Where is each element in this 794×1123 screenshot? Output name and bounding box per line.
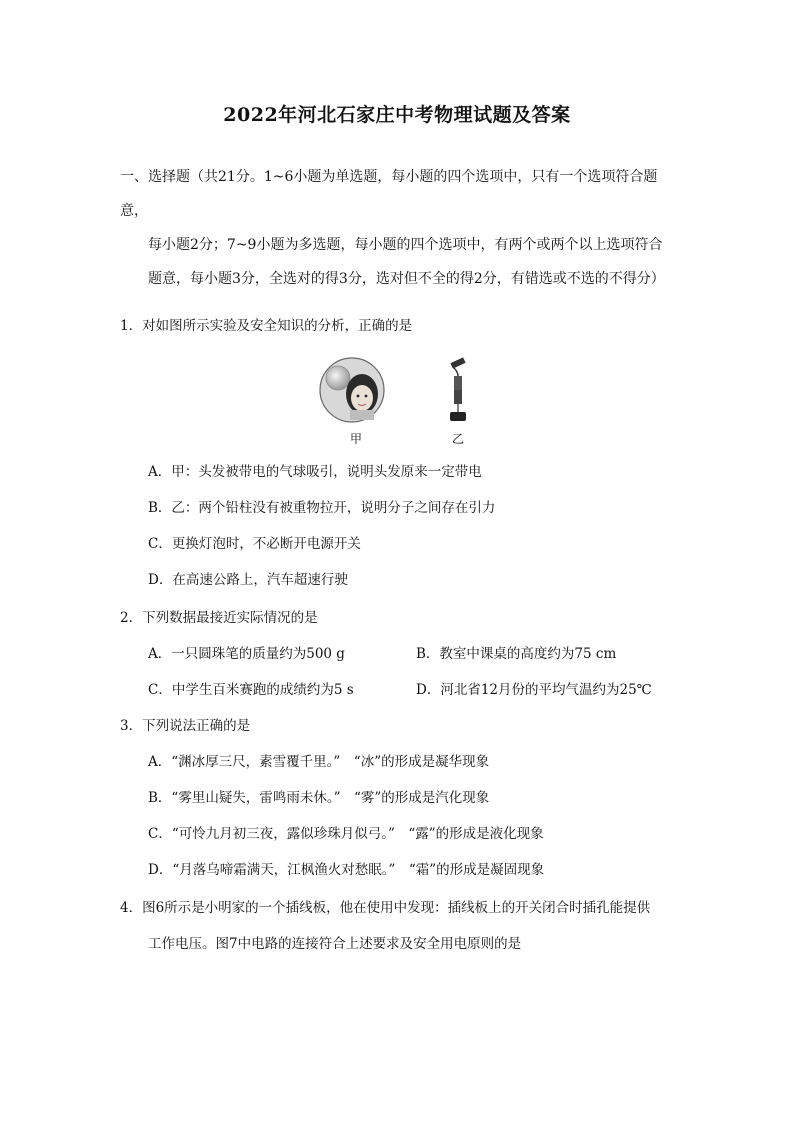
page-title: 2022年河北石家庄中考物理试题及答案 [223, 104, 571, 126]
question-2-stem: 2．下列数据最接近实际情况的是 [120, 610, 318, 626]
section-line-2: 每小题2分；7~9小题为多选题，每小题的四个选项中，有两个或两个以上选项符合 [148, 237, 663, 253]
question-2-option-a: A．一只圆珠笔的质量约为500 g [148, 646, 345, 662]
question-1-stem: 1．对如图所示实验及安全知识的分析，正确的是 [120, 318, 413, 334]
question-1-option-b: B．乙：两个铅柱没有被重物拉开，说明分子之间存在引力 [148, 500, 496, 516]
question-3-stem: 3．下列说法正确的是 [120, 718, 251, 734]
figure-label-yi: 乙 [452, 432, 465, 446]
figure-label-jia: 甲 [350, 432, 363, 446]
question-2-option-b: B．教室中课桌的高度约为75 cm [416, 646, 617, 662]
question-1-option-a: A．甲：头发被带电的气球吸引，说明头发原来一定带电 [148, 464, 482, 480]
question-3-option-a: A．“渊冰厚三尺，素雪覆千里。” “冰”的形成是凝华现象 [148, 754, 490, 770]
section-instructions [120, 160, 680, 296]
question-3-option-b: B．“雾里山疑失，雷鸣雨未休。” “雾”的形成是汽化现象 [148, 790, 490, 806]
section-line-3: 题意，每小题3分，全选对的得3分，选对但不全的得2分，有错选或不选的不得分） [148, 271, 665, 287]
question-1-option-c: C．更换灯泡时，不必断开电源开关 [148, 536, 361, 552]
question-1-figure [318, 356, 488, 446]
figure-jia-illustration [320, 358, 384, 422]
question-1-option-d: D．在高速公路上，汽车超速行驶 [148, 572, 348, 588]
figure-yi-illustration [450, 357, 466, 421]
question-4-stem: 4．图6所示是小明家的一个插线板，他在使用中发现：插线板上的开关闭合时插孔能提供 [120, 900, 651, 916]
question-4-stem-continued: 工作电压。图7中电路的连接符合上述要求及安全用电原则的是 [148, 936, 522, 952]
question-3-option-c: C．“可怜九月初三夜，露似珍珠月似弓。” “露”的形成是液化现象 [148, 826, 544, 842]
section-line-1: 一、选择题（共21分。1~6小题为单选题，每小题的四个选项中，只有一个选项符合题意， [120, 169, 658, 219]
question-2-option-c: C．中学生百米赛跑的成绩约为5 s [148, 682, 354, 698]
question-2-option-d: D．河北省12月份的平均气温约为25℃ [416, 682, 652, 698]
question-3-option-d: D．“月落乌啼霜满天，江枫渔火对愁眠。” “霜”的形成是凝固现象 [148, 862, 545, 878]
